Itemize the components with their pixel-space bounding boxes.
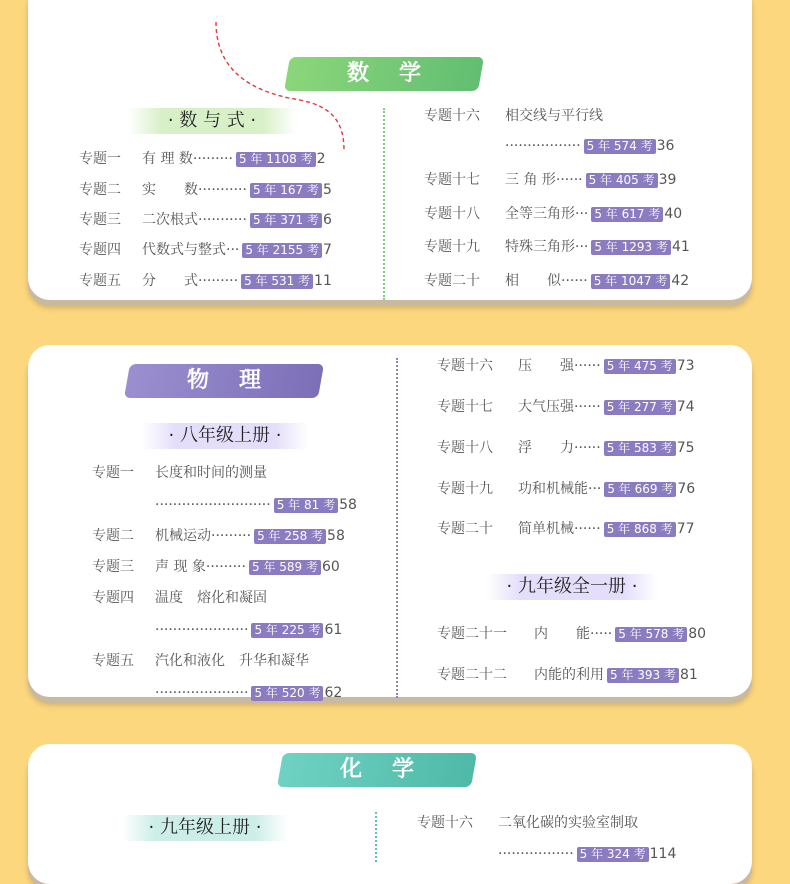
toc-code: 专题二 xyxy=(92,528,134,544)
toc-leader: ········· xyxy=(192,151,233,167)
toc-page: 114 xyxy=(649,846,677,862)
toc-entry[interactable] xyxy=(417,845,676,863)
toc-code: 专题十九 xyxy=(424,239,480,255)
toc-title: 长度和时间的测量 xyxy=(155,465,267,481)
toc-leader: ········· xyxy=(205,559,246,575)
toc-leader: ··· xyxy=(575,206,589,222)
toc-exam-tag: 5 年 167 考 xyxy=(250,183,322,198)
toc-exam-tag: 5 年 578 考 xyxy=(615,627,687,642)
toc-page: 5 xyxy=(322,182,332,198)
toc-leader: ·························· xyxy=(155,497,271,513)
toc-title: 实 数 xyxy=(142,182,198,198)
toc-entry[interactable] xyxy=(437,480,695,498)
toc-exam-tag: 5 年 1047 考 xyxy=(591,274,671,289)
toc-leader: ······ xyxy=(555,172,583,188)
chem-subject-banner: 化学 xyxy=(277,753,477,787)
toc-code: 专题五 xyxy=(79,273,121,289)
toc-exam-tag: 5 年 520 考 xyxy=(251,686,323,701)
toc-code: 专题一 xyxy=(79,151,121,167)
toc-code: 专题十八 xyxy=(437,440,493,456)
toc-leader: ··· xyxy=(575,239,589,255)
toc-entry[interactable] xyxy=(92,464,267,482)
toc-title: 代数式与整式 xyxy=(142,242,226,258)
toc-code: 专题十七 xyxy=(424,172,480,188)
toc-page: 11 xyxy=(314,273,332,289)
toc-code: 专题一 xyxy=(92,465,134,481)
toc-exam-tag: 5 年 2155 考 xyxy=(242,243,322,258)
toc-leader: ····················· xyxy=(155,622,249,638)
toc-entry[interactable] xyxy=(92,684,342,702)
toc-entry[interactable] xyxy=(79,241,332,259)
toc-code: 专题十八 xyxy=(424,206,480,222)
toc-exam-tag: 5 年 531 考 xyxy=(241,274,313,289)
toc-page: 76 xyxy=(677,481,696,497)
toc-title: 机械运动 xyxy=(155,528,211,544)
toc-leader: ······ xyxy=(574,399,601,415)
toc-entry[interactable] xyxy=(424,238,690,256)
toc-code: 专题十六 xyxy=(424,108,480,124)
toc-title: 内 能 xyxy=(534,626,590,642)
toc-leader: ········· xyxy=(211,528,252,544)
toc-code: 专题二十 xyxy=(437,521,493,537)
toc-exam-tag: 5 年 324 考 xyxy=(577,847,649,862)
chem-section-heading: · 九年级上册 · xyxy=(122,815,288,841)
toc-code: 专题二十一 xyxy=(437,626,507,642)
toc-entry[interactable] xyxy=(79,150,326,168)
math-divider xyxy=(383,108,385,300)
toc-code: 专题三 xyxy=(92,559,134,575)
toc-code: 专题十九 xyxy=(437,481,493,497)
toc-exam-tag: 5 年 258 考 xyxy=(254,529,326,544)
toc-exam-tag: 5 年 277 考 xyxy=(604,400,676,415)
toc-title: 二氧化碳的实验室制取 xyxy=(498,815,638,831)
toc-exam-tag: 5 年 1293 考 xyxy=(591,240,671,255)
toc-title: 声 现 象 xyxy=(155,559,206,575)
toc-exam-tag: 5 年 405 考 xyxy=(586,173,658,188)
toc-entry[interactable] xyxy=(424,107,603,125)
toc-code: 专题三 xyxy=(79,212,121,228)
toc-title: 大气压强 xyxy=(518,399,574,415)
toc-leader: ··· xyxy=(588,481,602,497)
toc-leader: ······ xyxy=(574,440,601,456)
toc-code: 专题二十二 xyxy=(437,667,507,683)
physics-section-left: · 八年级上册 · xyxy=(142,423,308,449)
toc-code: 专题十七 xyxy=(437,399,493,415)
toc-page: 58 xyxy=(327,528,345,544)
toc-entry[interactable] xyxy=(437,666,698,684)
toc-entry[interactable] xyxy=(79,181,332,199)
toc-entry[interactable] xyxy=(424,272,689,290)
toc-exam-tag: 5 年 617 考 xyxy=(591,207,663,222)
toc-leader: ······ xyxy=(574,521,601,537)
toc-page: 41 xyxy=(671,239,690,255)
toc-page: 80 xyxy=(688,626,707,642)
toc-page: 60 xyxy=(321,559,340,575)
toc-exam-tag: 5 年 574 考 xyxy=(584,139,656,154)
toc-exam-tag: 5 年 583 考 xyxy=(604,441,676,456)
toc-title: 特殊三角形 xyxy=(505,239,575,255)
toc-page: 58 xyxy=(339,497,357,513)
toc-page: 73 xyxy=(676,358,695,374)
toc-entry[interactable] xyxy=(437,520,695,538)
toc-leader: ····················· xyxy=(155,685,249,701)
toc-exam-tag: 5 年 225 考 xyxy=(251,623,323,638)
toc-page: 2 xyxy=(316,151,326,167)
toc-title: 三 角 形 xyxy=(505,172,556,188)
toc-entry[interactable] xyxy=(92,621,342,639)
physics-divider xyxy=(396,358,398,698)
toc-leader: ··········· xyxy=(198,182,247,198)
toc-page: 36 xyxy=(656,138,675,154)
toc-entry[interactable] xyxy=(437,439,695,457)
toc-entry[interactable] xyxy=(79,272,332,290)
toc-page: 7 xyxy=(322,242,332,258)
toc-page: 81 xyxy=(679,667,698,683)
toc-entry[interactable] xyxy=(79,211,332,229)
physics-section-right: · 九年级全一册 · xyxy=(486,574,658,600)
toc-entry[interactable] xyxy=(424,205,682,223)
toc-leader: ······ xyxy=(561,273,588,289)
toc-page: 39 xyxy=(658,172,677,188)
toc-entry[interactable] xyxy=(92,496,357,514)
toc-exam-tag: 5 年 475 考 xyxy=(604,359,676,374)
toc-entry[interactable] xyxy=(424,137,674,155)
toc-exam-tag: 5 年 371 考 xyxy=(250,213,322,228)
toc-leader: ··· xyxy=(226,242,240,258)
toc-title: 温度 熔化和凝固 xyxy=(155,590,267,606)
toc-entry[interactable] xyxy=(437,398,695,416)
toc-entry[interactable] xyxy=(437,357,695,375)
toc-leader: ················· xyxy=(505,138,581,154)
toc-leader: ······ xyxy=(574,358,601,374)
toc-entry[interactable] xyxy=(92,589,267,607)
toc-page: 77 xyxy=(676,521,695,537)
toc-title: 分 式 xyxy=(142,273,198,289)
toc-code: 专题四 xyxy=(92,590,134,606)
physics-subject-banner: 物理 xyxy=(124,364,324,398)
toc-entry[interactable] xyxy=(92,527,345,545)
toc-page: 74 xyxy=(676,399,695,415)
toc-code: 专题十六 xyxy=(437,358,493,374)
toc-title: 相交线与平行线 xyxy=(505,108,603,124)
toc-page: 6 xyxy=(322,212,332,228)
toc-title: 汽化和液化 升华和凝华 xyxy=(155,653,309,669)
toc-title: 相 似 xyxy=(505,273,561,289)
toc-entry[interactable] xyxy=(92,652,309,670)
toc-page: 62 xyxy=(324,685,343,701)
toc-entry[interactable] xyxy=(92,558,340,576)
toc-exam-tag: 5 年 1108 考 xyxy=(236,152,316,167)
toc-entry[interactable] xyxy=(437,625,706,643)
toc-code: 专题二十 xyxy=(424,273,480,289)
toc-exam-tag: 5 年 868 考 xyxy=(604,522,676,537)
toc-title: 简单机械 xyxy=(518,521,574,537)
math-subject-banner: 数学 xyxy=(284,57,484,91)
toc-exam-tag: 5 年 589 考 xyxy=(249,560,321,575)
toc-page: 61 xyxy=(324,622,343,638)
toc-code: 专题二 xyxy=(79,182,121,198)
toc-title: 功和机械能 xyxy=(518,481,588,497)
toc-leader: ················· xyxy=(498,846,574,862)
toc-exam-tag: 5 年 393 考 xyxy=(607,668,679,683)
toc-code: 专题五 xyxy=(92,653,134,669)
toc-entry[interactable] xyxy=(417,814,638,832)
toc-title: 全等三角形 xyxy=(505,206,575,222)
toc-code: 专题十六 xyxy=(417,815,473,831)
toc-page: 42 xyxy=(671,273,690,289)
toc-leader: ········· xyxy=(198,273,239,289)
toc-leader: ····· xyxy=(590,626,613,642)
toc-title: 二次根式 xyxy=(142,212,198,228)
toc-exam-tag: 5 年 669 考 xyxy=(604,482,676,497)
toc-code: 专题四 xyxy=(79,242,121,258)
toc-leader: ··········· xyxy=(198,212,247,228)
toc-title: 压 强 xyxy=(518,358,574,374)
toc-title: 内能的利用 xyxy=(534,667,604,683)
toc-entry[interactable] xyxy=(424,171,676,189)
toc-title: 浮 力 xyxy=(518,440,574,456)
toc-page: 75 xyxy=(676,440,695,456)
toc-title: 有 理 数 xyxy=(142,151,193,167)
toc-page: 40 xyxy=(664,206,683,222)
math-section-heading: · 数 与 式 · xyxy=(128,108,296,134)
toc-exam-tag: 5 年 81 考 xyxy=(274,498,338,513)
